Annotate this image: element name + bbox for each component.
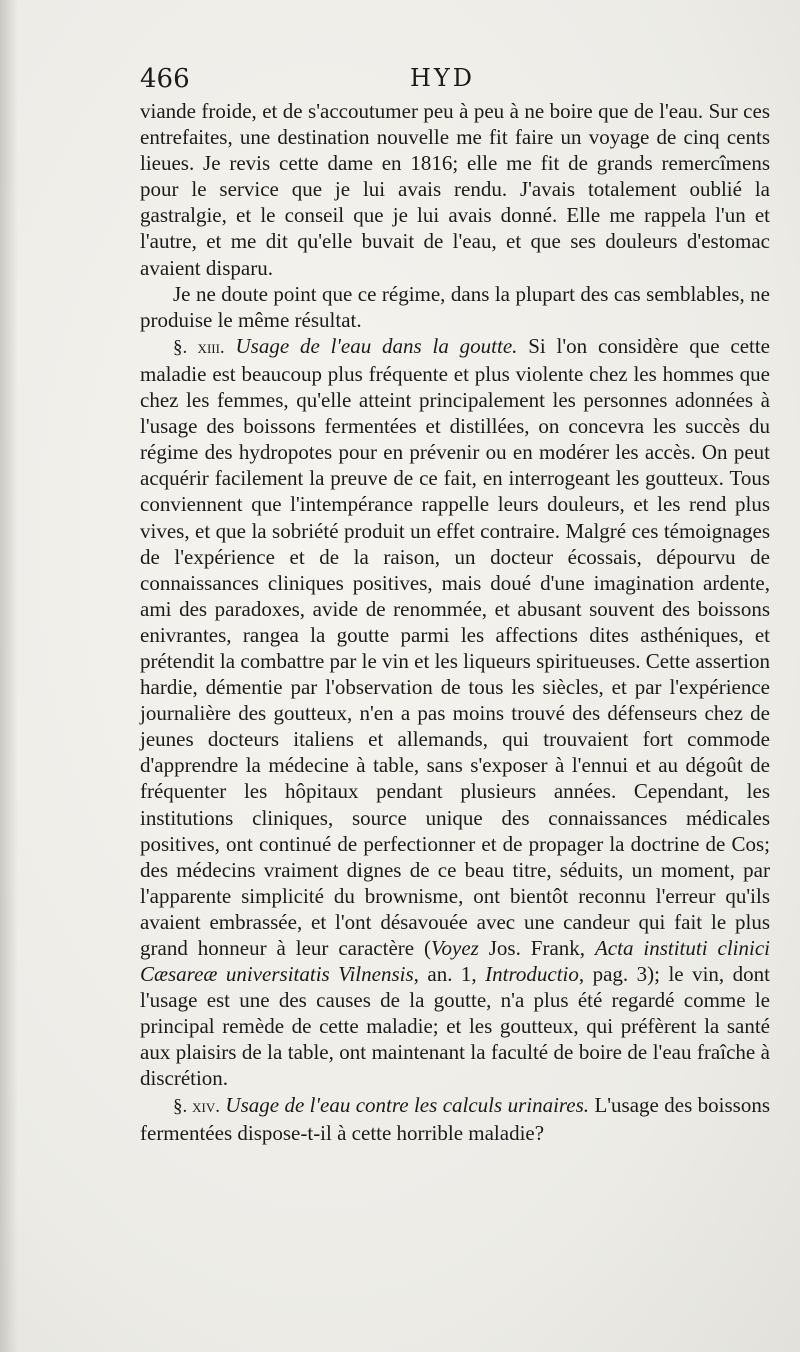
running-head: HYD xyxy=(410,64,476,92)
citation-author: Jos. Frank, xyxy=(478,936,595,960)
section-title: Usage de l'eau dans la goutte. xyxy=(235,333,518,358)
paragraph-1: viande froide, et de s'accoutumer peu à peu à ne boire que de l'eau. Sur ces entrefaites, une destination nouvelle me fit faire un voyage de cinq cents lieues. Je revis cette dame en 1816; elle me fit de grands remercîmens pour le service que je lui avais rendu. J'avais totalement oublié la gastralgie, et le conseil que je lui avais donné. Elle me rappela l'un et l'autre, et me dit qu'elle buvait de l'eau, et que ses douleurs d'estomac avaient disparu. xyxy=(140,99,770,280)
paragraph-section-13 xyxy=(140,333,770,1092)
section-number: §. xiii. xyxy=(173,336,225,358)
page-number: 466 xyxy=(140,64,190,94)
page-gutter-shadow xyxy=(0,0,18,1352)
citation-year: , an. 1, xyxy=(413,962,486,987)
section-text: Si l'on considère que cette maladie est beaucoup plus fréquente et plus violente chez les hommes que chez les femmes, qu'elle atteint principalement les personnes adonnées à l'usage des boissons fermentées et distillées, on concevra les succès du régime des hydropotes pour en prévenir ou en modérer les accès. On peut acquérir facilement la preuve de ce fait, en interrogeant les goutteux. Tous conviennent que l'intempérance rappelle leurs douleurs, et les rend plus vives, et que la sobriété produit un effet contraire. Malgré ces témoignages de l'expérience et de la raison, un docteur écossais, dépourvu de connaissances cliniques positives, mais doué d'une imagination ardente, ami des paradoxes, avide de renommée, et abusant souvent des boissons enivrantes, rangea la goutte parmi les affections dites asthéniques, et prétendit la combattre par le vin et les liqueurs spiritueuses. Cette assertion hardie, démentie par l'observation de tous les siècles, et par l'expérience journalière des goutteux, n'en a pas moins trouvé des défenseurs chez de jeunes docteurs italiens et allemands, qui trouvaient fort commode d'apprendre la médecine à table, sans s'exposer à l'ennui et au dégoût de fréquenter les hôpitaux pendant plusieurs années. Cependant, les institutions cliniques, source unique des connaissances médicales positives, ont continué de perfectionner et de propager la doctrine de Cos; des médecins vraiment dignes de ce beau titre, séduits, un moment, par l'apparente simplicité du brownisme, ont bientôt reconnu l'erreur qu'ils avaient embrassée, et l'ont désavouée avec une candeur qui fait le plus grand honneur à leur caractère ( xyxy=(140,333,771,960)
section-number: §. xiv. xyxy=(173,1095,220,1117)
page-header xyxy=(140,62,780,102)
section-text-continued: , pag. 3); le vin, dont l'usage est une des causes de la goutte, n'a plus été regardé comme le principal remède de cette maladie; et les goutteux, qui préfèrent la santé aux plaisirs de la table, ont maintenant la faculté de boire de l'eau fraîche à discrétion. xyxy=(140,962,770,1091)
paragraph-2: Je ne doute point que ce régime, dans la plupart des cas semblables, ne produise le même résultat. xyxy=(140,281,770,332)
section-text: L'usage des boissons fermentées dispose-t-il à cette horrible maladie? xyxy=(140,1092,770,1145)
citation-section: Introductio xyxy=(485,962,579,987)
citation-title: Acta instituti clinici Cæsareæ universitatis Vilnensis xyxy=(140,936,770,987)
section-title: Usage de l'eau contre les calculs urinaires. xyxy=(225,1092,590,1117)
citation-voyez: Voyez xyxy=(431,936,479,960)
paragraph-section-14 xyxy=(140,1092,770,1146)
body-text xyxy=(140,98,770,1146)
